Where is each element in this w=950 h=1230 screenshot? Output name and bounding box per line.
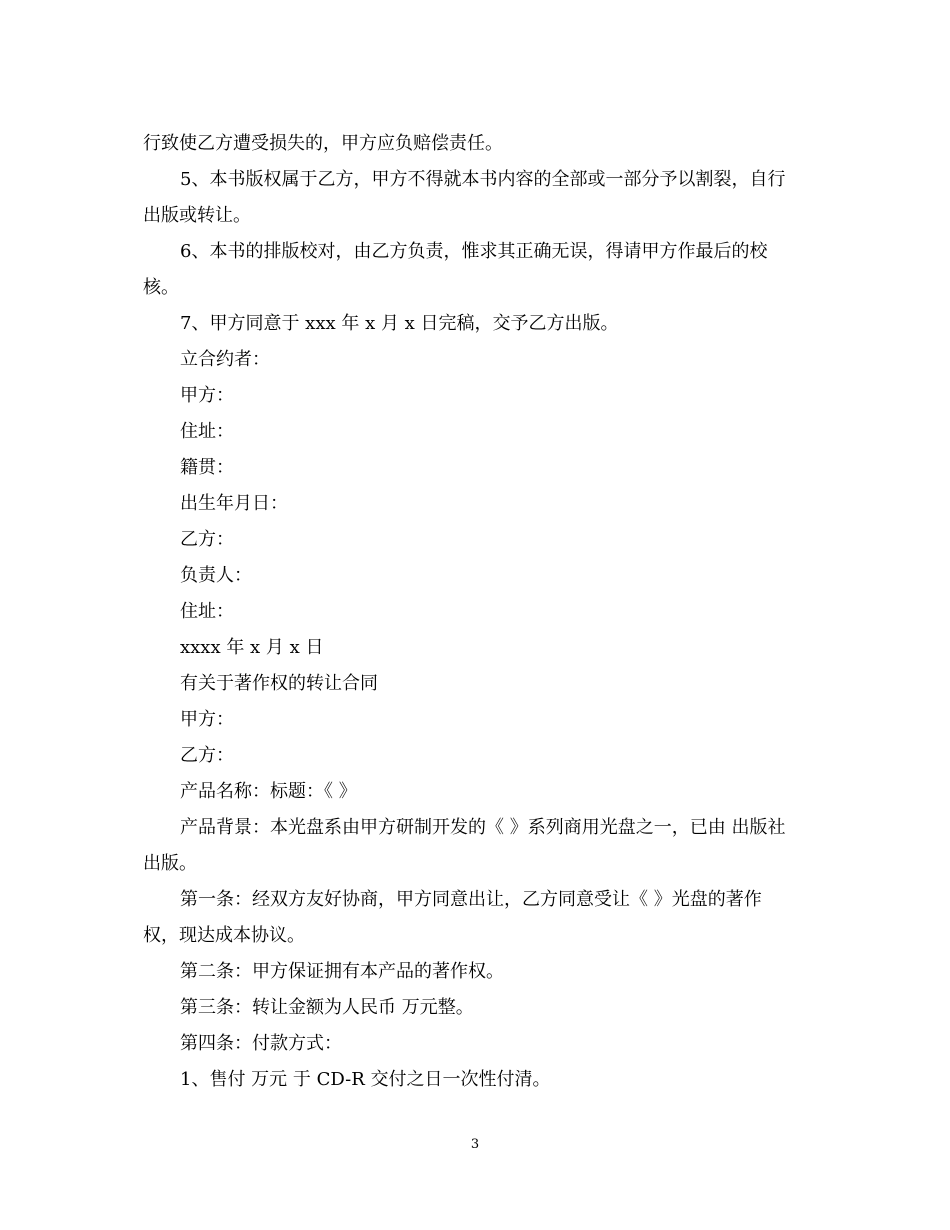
document-body [143, 126, 808, 1098]
product-background-line-2: 出版。 [143, 853, 197, 874]
article-2: 第二条：甲方保证拥有本产品的著作权。 [180, 961, 504, 982]
address-label-2: 住址： [180, 601, 234, 622]
contract-title: 有关于著作权的转让合同 [180, 673, 378, 694]
address-label: 住址： [180, 421, 234, 442]
birth-date-label: 出生年月日： [180, 493, 288, 514]
native-place-label: 籍贯： [180, 457, 234, 478]
party-b-label-2: 乙方： [180, 745, 234, 766]
party-b-label: 乙方： [180, 529, 234, 550]
article-1-line-2: 权，现达成本协议。 [143, 925, 305, 946]
clause-5-line-2: 出版或转让。 [143, 205, 251, 226]
party-a-label: 甲方： [180, 385, 234, 406]
clause-7: 7、甲方同意于 xxx 年 x 月 x 日完稿，交予乙方出版。 [180, 313, 619, 334]
responsible-person-label: 负责人： [180, 565, 252, 586]
signing-date: xxxx 年 x 月 x 日 [180, 637, 324, 658]
clause-6-line-2: 核。 [143, 277, 179, 298]
article-3: 第三条：转让金额为人民币 万元整。 [180, 997, 474, 1018]
payment-item-1: 1、售付 万元 于 CD-R 交付之日一次性付清。 [180, 1069, 551, 1090]
signatories-heading: 立合约者： [180, 349, 270, 370]
clause-5-line-1: 5、本书版权属于乙方，甲方不得就本书内容的全部或一部分予以割裂，自行 [180, 169, 786, 190]
text-line: 行致使乙方遭受损失的，甲方应负赔偿责任。 [143, 133, 503, 154]
article-4: 第四条：付款方式： [180, 1033, 342, 1054]
page-number: 3 [470, 1137, 480, 1152]
article-1-line-1: 第一条：经双方友好协商，甲方同意出让，乙方同意受让《 》光盘的著作 [180, 889, 762, 910]
product-name: 产品名称：标题：《 》 [180, 781, 357, 802]
product-background-line-1: 产品背景：本光盘系由甲方研制开发的《 》系列商用光盘之一，已由 出版社 [180, 817, 786, 838]
party-a-label-2: 甲方： [180, 709, 234, 730]
clause-6-line-1: 6、本书的排版校对，由乙方负责，惟求其正确无误，得请甲方作最后的校 [180, 241, 768, 262]
